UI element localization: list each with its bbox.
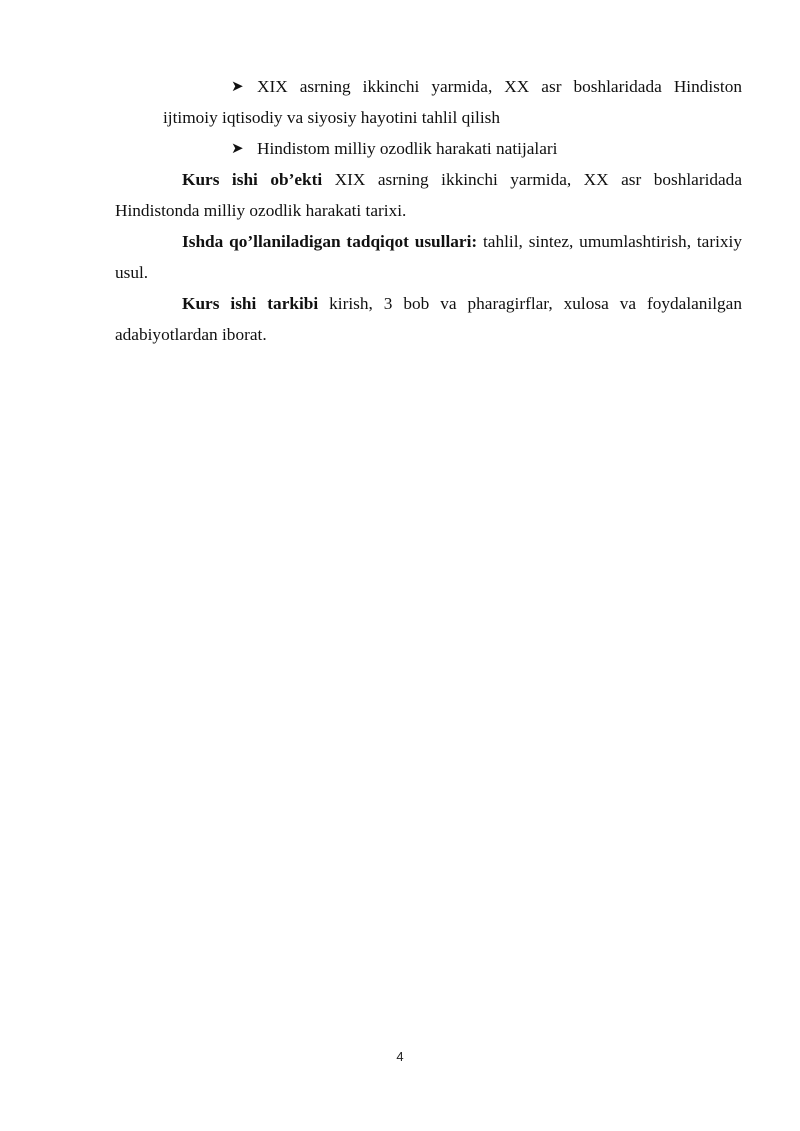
paragraph-course-object: [115, 164, 742, 226]
paragraph-2-bold: Ishda qo’llaniladigan tadqiqot usullari:: [182, 232, 478, 251]
page-number: 4: [396, 1049, 404, 1064]
paragraph-2-text: tahlil, sintez, umumlashtirish, tarixiy usul.: [115, 232, 742, 282]
paragraph-1-text: XIX asrning ikkinchi yarmida, XX asr boshlaridada Hindistonda milliy ozodlik harakati tarixi.: [115, 170, 742, 220]
body-text: [115, 71, 742, 350]
arrowhead-right-icon: ➤: [231, 139, 244, 157]
bullet-1-line-2: ijtimoiy iqtisodiy va siyosiy hayotini tahlil qilish: [163, 108, 500, 127]
paragraph-1-bold: Kurs ishi ob’ekti: [182, 170, 323, 189]
paragraph-course-structure: [115, 288, 742, 350]
paragraph-3-bold: Kurs ishi tarkibi: [182, 294, 319, 313]
arrowhead-right-icon: ➤: [231, 77, 244, 95]
bullet-1-line-1: XIX asrning ikkinchi yarmida, XX asr boshlaridada Hindiston: [257, 77, 742, 96]
paragraph-research-methods: [115, 226, 742, 288]
bullet-2-line-1: Hindistom milliy ozodlik harakati natijalari: [257, 139, 558, 158]
bullet-item-2: [115, 133, 742, 164]
bullet-1-continuation: [115, 102, 742, 133]
paragraph-3-text: kirish, 3 bob va pharagirflar, xulosa va foydalanilgan adabiyotlardan iborat.: [115, 294, 742, 344]
bullet-item-1: [115, 71, 742, 102]
